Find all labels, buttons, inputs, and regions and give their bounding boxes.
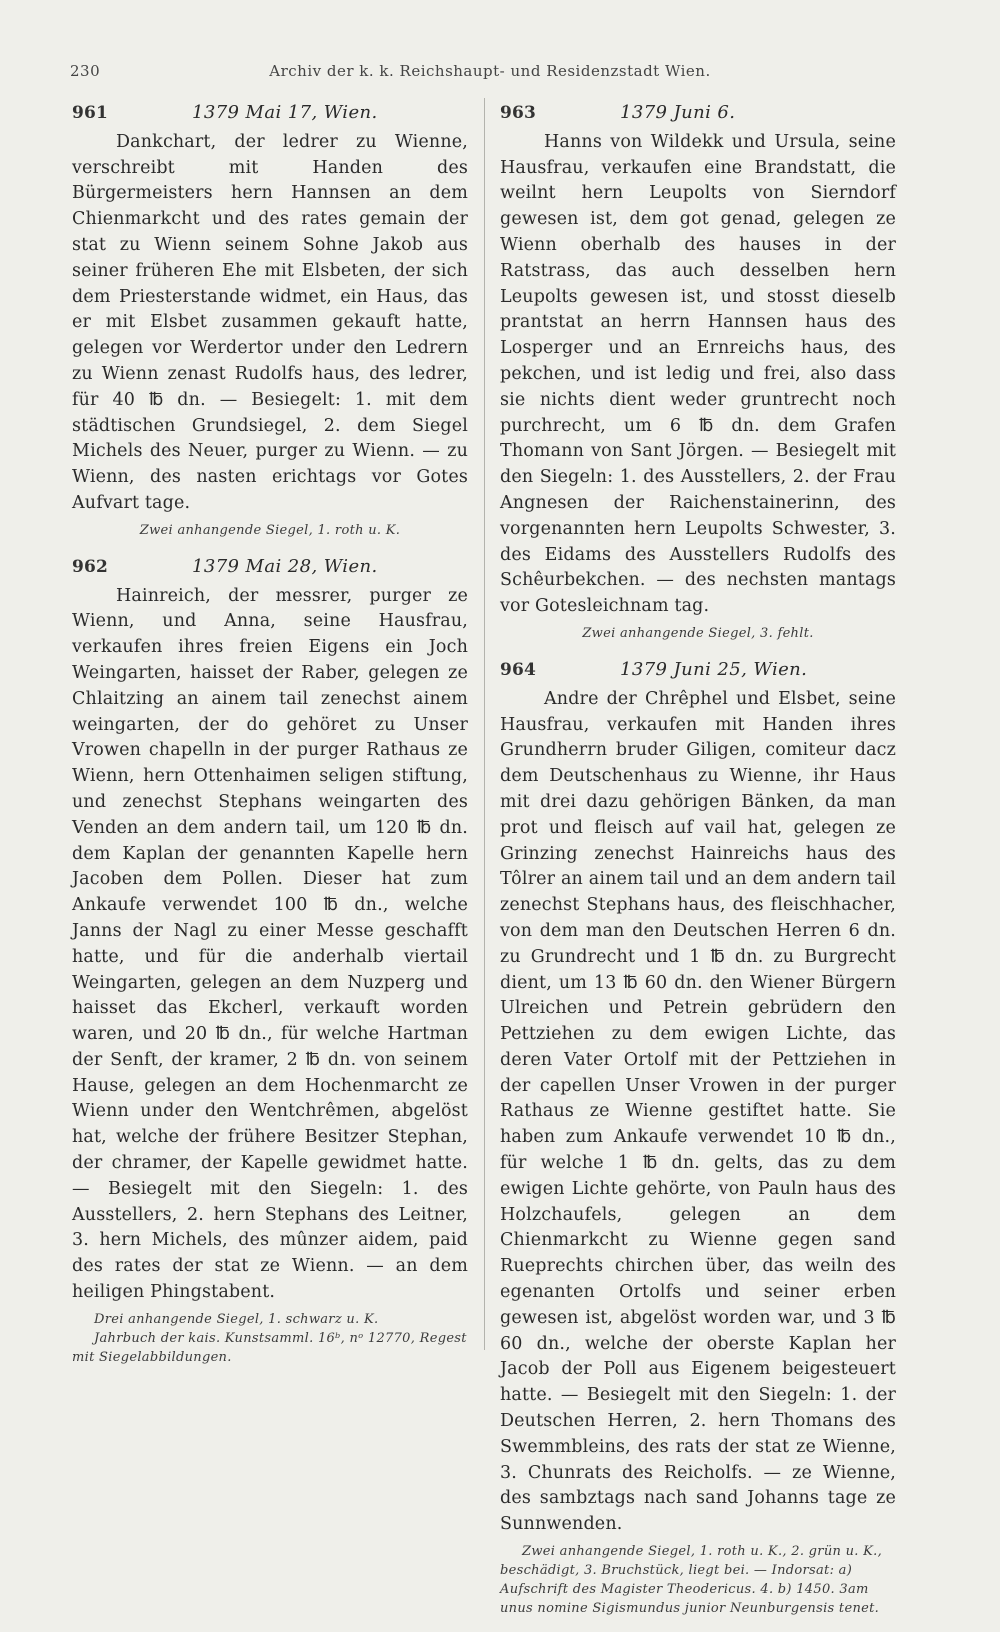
entry-number: 961 [72, 103, 108, 123]
entry-date: 1379 Juni 25, Wien. [620, 658, 808, 680]
entry-963 [500, 100, 896, 643]
entry-text: Hainreich, der messrer, purger ze Wienn, und Anna, seine Hausfrau, verkaufen ihres freien Eigens ein Joch Weingarten, haisset der Raber, gelegen ze Chlaitzing an ainem tail zenechst ainem weingarten, der do gehöret zu Unser Vrowen chapelln in der purger Rathaus ze Wienn, hern Ottenhaimen seligen stiftung, und zenechst Stephans weingarten des Venden an dem andern tail, um 120 ℔ dn. dem Kaplan der genannten Kapelle hern Jacoben dem Pollen. Dieser hat zum Ankaufe verwendet 100 ℔ dn., welche Janns der Nagl zu einer Messe geschafft hatte, und für die anderhalb viertail Weingarten, gelegen an dem Nuzperg und haisset das Ekcherl, verkauft worden waren, und 20 ℔ dn., für welche Hartman der Senft, der kramer, 2 ℔ dn. von seinem Hause, gelegen an dem Hochenmarcht ze Wienn under den Wentchrêmen, abgelöst hat, welche der frühere Besitzer Stephan, der chramer, der Kapelle gewidmet hatte. — Besiegelt mit den Siegeln: 1. des Ausstellers, 2. hern Stephans des Leitner, 3. hern Michels, des mûnzer aidem, paid des rates der stat ze Wienn. — an dem heiligen Phingstabent. [72, 585, 468, 1303]
entry-date: 1379 Mai 28, Wien. [192, 555, 378, 577]
column-divider [484, 98, 485, 1350]
entry-962 [72, 554, 468, 1367]
entry-number: 962 [72, 556, 108, 577]
entry-date: 1379 Mai 17, Wien. [192, 102, 378, 123]
left-column [72, 100, 468, 1381]
entry-note: Drei anhangende Siegel, 1. schwarz u. K. [94, 1311, 379, 1327]
entry-heading [72, 100, 468, 126]
entry-961 [72, 100, 468, 540]
entry-text: Hanns von Wildekk und Ursula, seine Hausfrau, verkaufen eine Brandstatt, die weilnt hern Leupolts von Sierndorf gewesen ist, dem got genad, gelegen ze Wienn oberhalb des hauses in der Ratstrass, das auch desselben hern Leupolts gewesen ist, und stosst dieselb prantstat an herrn Hannsen haus des Losperger und an Ernreichs haus, des pekchen, und ist ledig und frei, also dass sie nichts dient weder gruntrecht noch purchrecht, um 6 ℔ dn. dem Grafen Thomann von Sant Jörgen. — Besiegelt mit den Siegeln: 1. des Ausstellers, 2. der Frau Angnesen der Raichenstainerinn, des vorgenannten hern Leupolts Schwester, 3. des Eidams des Ausstellers Rudolfs des Schêurbekchen. — des nechsten mantags vor Gotesleichnam tag. [500, 131, 896, 617]
entry-note: Zwei anhangende Siegel, 3. fehlt. [582, 625, 814, 641]
entry-number: 963 [500, 103, 536, 123]
entry-text: Dankchart, der ledrer zu Wienne, verschreibt mit Handen des Bürgermeisters hern Hannsen an dem Chienmarkcht und des rates gemain der stat zu Wienn seinem Sohne Jakob aus seiner früheren Ehe mit Elsbeten, der sich dem Priesterstande widmet, ein Haus, das er mit Elsbet zusammen gekauft hatte, gelegen vor Werdertor under den Ledrern zu Wienn zenast Rudolfs haus, des ledrer, für 40 ℔ dn. — Besiegelt: 1. mit dem städtischen Grundsiegel, 2. dem Siegel Michels des Neuer, purger zu Wienn. — zu Wienn, des nasten erichtags vor Gotes Aufvart tage. [72, 131, 468, 513]
entry-heading [72, 554, 468, 580]
running-title: Archiv der k. k. Reichshaupt- und Residenzstadt Wien. [269, 62, 711, 80]
entry-note: Jahrbuch der kais. Kunstsamml. 16ᵇ, nᵒ 12770, Regest mit Siegelabbildungen. [72, 1330, 467, 1365]
running-head [70, 62, 910, 86]
entry-note: Zwei anhangende Siegel, 1. roth u. K., 2. grün u. K., beschädigt, 3. Bruchstück, liegt bei. — Indorsat: a) Aufschrift des Magister Theodericus. 4. b) 1450. 3am unus nomine Sigismundus junior Neunburgensis tenet. [500, 1544, 883, 1617]
entry-note: Zwei anhangende Siegel, 1. roth u. K. [139, 522, 401, 538]
entry-heading [500, 657, 896, 683]
right-column [500, 100, 896, 1632]
entry-date: 1379 Juni 6. [620, 102, 736, 123]
page-number: 230 [70, 62, 101, 80]
entry-number: 964 [500, 659, 536, 680]
entry-heading [500, 100, 896, 126]
entry-964 [500, 657, 896, 1618]
entry-text: Andre der Chrêphel und Elsbet, seine Hausfrau, verkaufen mit Handen ihres Grundherrn bruder Giligen, comiteur dacz dem Deutschenhaus zu Wienne, ihr Haus mit drei dazu gehörigen Bänken, da man prot und fleisch auf vail hat, gelegen ze Grinzing zenechst Hainreichs haus des Tôlrer an ainem tail und an dem andern tail zenechst Stephans haus, des fleischhacher, von dem man den Deutschen Herren 6 dn. zu Grundrecht und 1 ℔ dn. zu Burgrecht dient, um 13 ℔ 60 dn. den Wiener Bürgern Ulreichen und Petrein gebrüdern den Pettziehen zu dem ewigen Lichte, das deren Vater Ortolf mit der Pettziehen in der capellen Unser Vrowen in der purger Rathaus ze Wienne gestiftet hatte. Sie haben zum Ankaufe verwendet 10 ℔ dn., für welche 1 ℔ dn. gelts, das zu dem ewigen Lichte gehörte, von Pauln haus des Holzchaufels, gelegen an dem Chienmarkcht zu Wienne gegen sand Rueprechts chirchen über, das weiln des egenanten Ortolfs und seiner erben gewesen ist, abgelöst worden war, und 3 ℔ 60 dn., welche der oberste Kaplan her Jacob der Poll aus Eigenem beigesteuert hatte. — Besiegelt mit den Siegeln: 1. der Deutschen Herren, 2. hern Thomans des Swemmbleins, des rats der stat ze Wienne, 3. Chunrats des Reicholfs. — ze Wienne, des sambztags nach sand Johanns tage ze Sunnwenden. [500, 688, 896, 1535]
